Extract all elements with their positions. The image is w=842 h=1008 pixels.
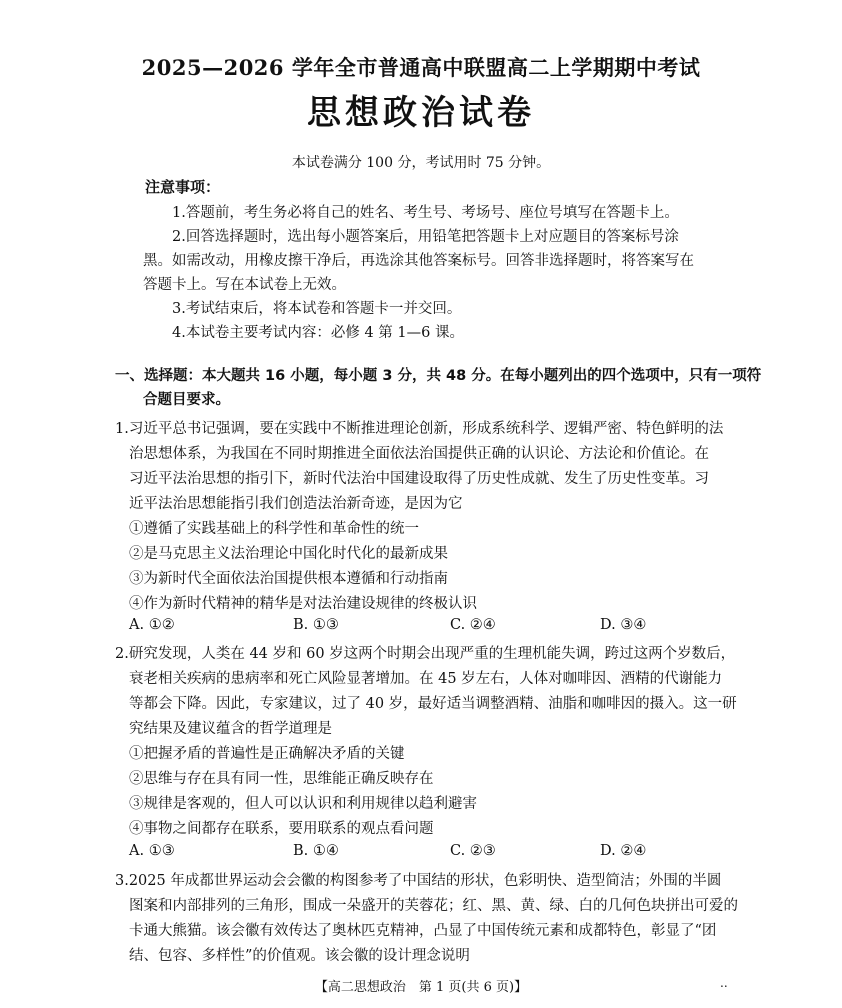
q2-option-c: C. ②③ xyxy=(450,843,496,859)
section-heading: 一、选择题：本大题共 16 小题，每小题 3 分，共 48 分。在每小题列出的四个选项中，只有一项符 xyxy=(115,368,762,384)
corner-mark: .. xyxy=(720,976,728,990)
q2-stem-line: 2.研究发现，人类在 44 岁和 60 岁这两个时期会出现严重的生理机能失调，跨过这两个岁数后， xyxy=(115,646,736,662)
q1-item: ③为新时代全面依法治国提供根本遵循和行动指南 xyxy=(129,571,448,587)
q2-stem-line: 等都会下降。因此，专家建议，过了 40 岁，最好适当调整酒精、油脂和咖啡因的摄入。这一研 xyxy=(129,696,737,712)
note-line: 1.答题前，考生务必将自己的姓名、考生号、考场号、座位号填写在答题卡上。 xyxy=(172,205,679,221)
q2-item: ④事物之间都存在联系，要用联系的观点看问题 xyxy=(129,821,434,837)
q2-stem-line: 究结果及建议蕴含的哲学道理是 xyxy=(129,721,332,737)
q1-item: ①遵循了实践基础上的科学性和革命性的统一 xyxy=(129,521,419,537)
exam-title: 2025—2026 学年全市普通高中联盟高二上学期期中考试 xyxy=(141,55,701,80)
q1-option-c: C. ②④ xyxy=(450,617,496,633)
q1-item: ④作为新时代精神的精华是对法治建设规律的终极认识 xyxy=(129,596,477,612)
q2-item: ①把握矛盾的普遍性是正确解决矛盾的关键 xyxy=(129,746,405,762)
q1-option-a: A. ①② xyxy=(129,617,175,633)
notes-heading: 注意事项： xyxy=(145,178,221,196)
note-line: 黑。如需改动，用橡皮擦干净后，再选涂其他答案标号。回答非选择题时，将答案写在 xyxy=(143,253,694,269)
q2-stem-line: 衰老相关疾病的患病率和死亡风险显著增加。在 45 岁左右，人体对咖啡因、酒精的代谢能力 xyxy=(129,671,723,687)
q1-option-b: B. ①③ xyxy=(293,617,339,633)
note-line: 3.考试结束后，将本试卷和答题卡一并交回。 xyxy=(172,301,462,317)
note-line: 2.回答选择题时，选出每小题答案后，用铅笔把答题卡上对应题目的答案标号涂 xyxy=(172,229,679,245)
q2-item: ②思维与存在具有同一性，思维能正确反映存在 xyxy=(129,771,434,787)
note-line: 答题卡上。写在本试卷上无效。 xyxy=(143,277,346,293)
q2-option-a: A. ①③ xyxy=(129,843,175,859)
q3-stem-line: 3.2025 年成都世界运动会会徽的构图参考了中国结的形状，色彩明快、造型简洁；外围的半圆 xyxy=(115,873,722,889)
subject-title: 思想政治试卷 xyxy=(307,93,535,133)
q3-stem-line: 卡通大熊猫。该会徽有效传达了奥林匹克精神，凸显了中国传统元素和成都特色，彰显了“团 xyxy=(129,923,717,939)
q2-option-d: D. ②④ xyxy=(600,843,647,859)
q3-stem-line: 结、包容、多样性”的价值观。该会徽的设计理念说明 xyxy=(129,948,470,964)
q1-option-d: D. ③④ xyxy=(600,617,647,633)
section-heading-cont: 合题目要求。 xyxy=(143,392,230,408)
q1-stem-line: 治思想体系，为我国在不同时期推进全面依法治国提供正确的认识论、方法论和价值论。在 xyxy=(129,446,709,462)
q1-stem-line: 1.习近平总书记强调，要在实践中不断推进理论创新，形成系统科学、逻辑严密、特色鲜明的法 xyxy=(115,421,724,437)
exam-meta: 本试卷满分 100 分，考试用时 75 分钟。 xyxy=(291,155,551,171)
q1-stem-line: 近平法治思想能指引我们创造法治新奇迹，是因为它 xyxy=(129,496,463,512)
note-line: 4.本试卷主要考试内容：必修 4 第 1—6 课。 xyxy=(172,325,464,341)
q3-stem-line: 图案和内部排列的三角形，围成一朵盛开的芙蓉花；红、黑、黄、绿、白的几何色块拼出可爱的 xyxy=(129,898,738,914)
q1-item: ②是马克思主义法治理论中国化时代化的最新成果 xyxy=(129,546,448,562)
q1-stem-line: 习近平法治思想的指引下，新时代法治中国建设取得了历史性成就、发生了历史性变革。习 xyxy=(129,471,709,487)
page-footer: 【高二思想政治 第 1 页(共 6 页)】 xyxy=(314,980,528,995)
q2-option-b: B. ①④ xyxy=(293,843,339,859)
q2-item: ③规律是客观的，但人可以认识和利用规律以趋利避害 xyxy=(129,796,477,812)
